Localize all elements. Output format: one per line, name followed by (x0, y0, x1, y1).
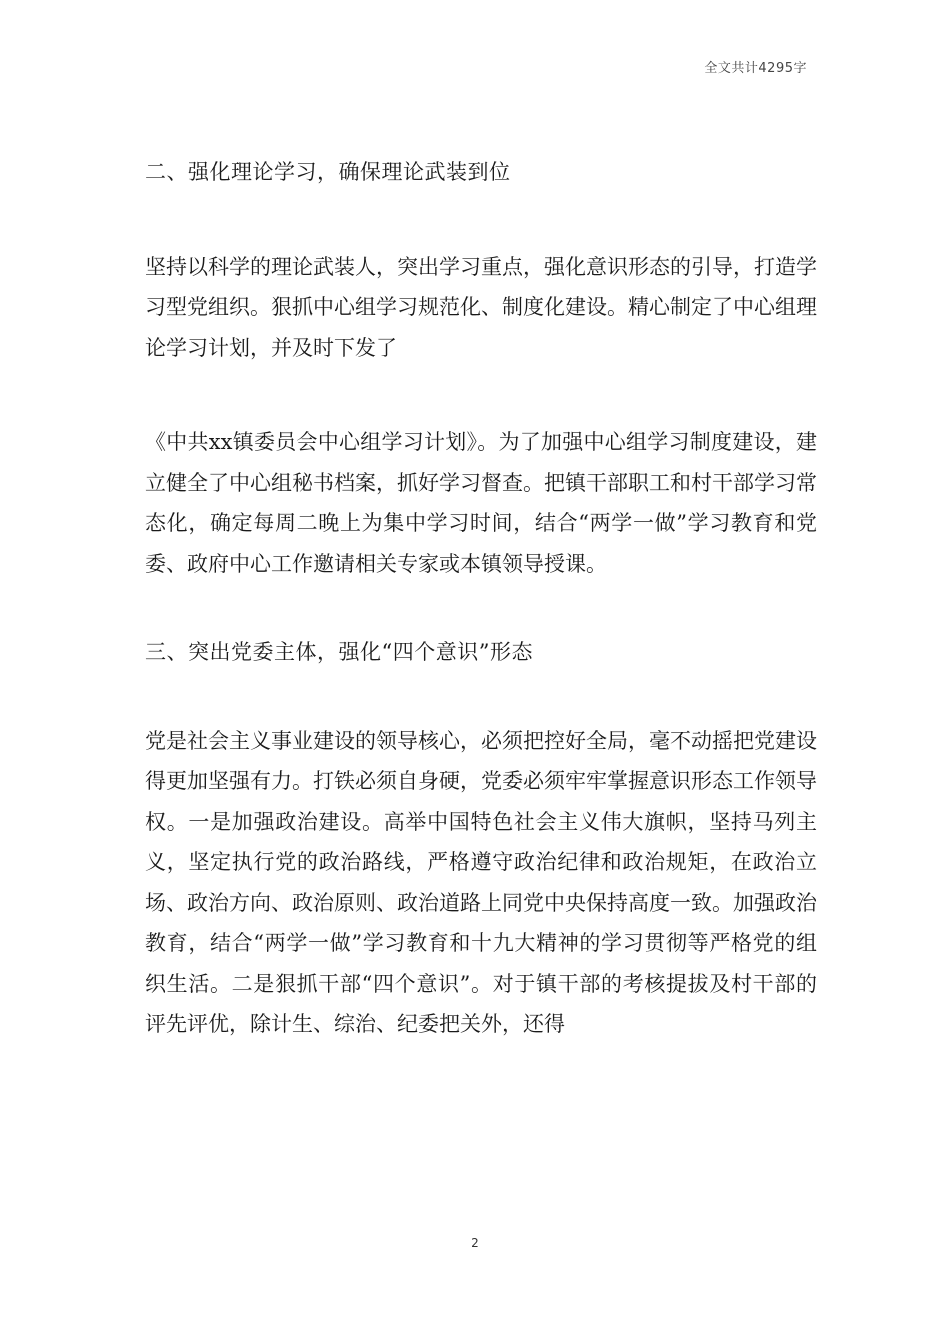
paragraph-2b: 《中共xx镇委员会中心组学习计划》。为了加强中心组学习制度建设，建立健全了中心组秘书档案，抓好学习督查。把镇干部职工和村干部学习常态化，确定每周二晚上为集中学习时间，结合“两学一做”学习教育和党委、政府中心工作邀请相关专家或本镇领导授课。 (145, 430, 817, 576)
document-body (145, 152, 817, 1045)
section-heading-2: 二、强化理论学习，确保理论武装到位 (145, 160, 511, 184)
spacer (145, 584, 817, 632)
paragraph-2a: 坚持以科学的理论武装人，突出学习重点，强化意识形态的引导，打造学习型党组织。狠抓中心组学习规范化、制度化建设。精心制定了中心组理论学习计划，并及时下发了 (145, 254, 817, 360)
section-heading-3: 三、突出党委主体，强化“四个意识”形态 (145, 640, 533, 664)
spacer (145, 673, 817, 721)
word-count-label: 全文共计4295字 (704, 61, 807, 76)
paragraph-3: 党是社会主义事业建设的领导核心，必须把控好全局，毫不动摇把党建设得更加坚强有力。打铁必须自身硬，党委必须牢牢掌握意识形态工作领导权。一是加强政治建设。高举中国特色社会主义伟大旗帜，坚持马列主义，坚定执行党的政治路线，严格遵守政治纪律和政治规矩，在政治立场、政治方向、政治原则、政治道路上同党中央保持高度一致。加强政治教育，结合“两学一做”学习教育和十九大精神的学习贯彻等严格党的组织生活。二是狠抓干部“四个意识”。对于镇干部的考核提拔及村干部的评先评优，除计生、综治、纪委把关外，还得 (145, 728, 817, 1036)
spacer (145, 368, 817, 422)
spacer (145, 193, 817, 247)
page-number: 2 (471, 1236, 479, 1250)
